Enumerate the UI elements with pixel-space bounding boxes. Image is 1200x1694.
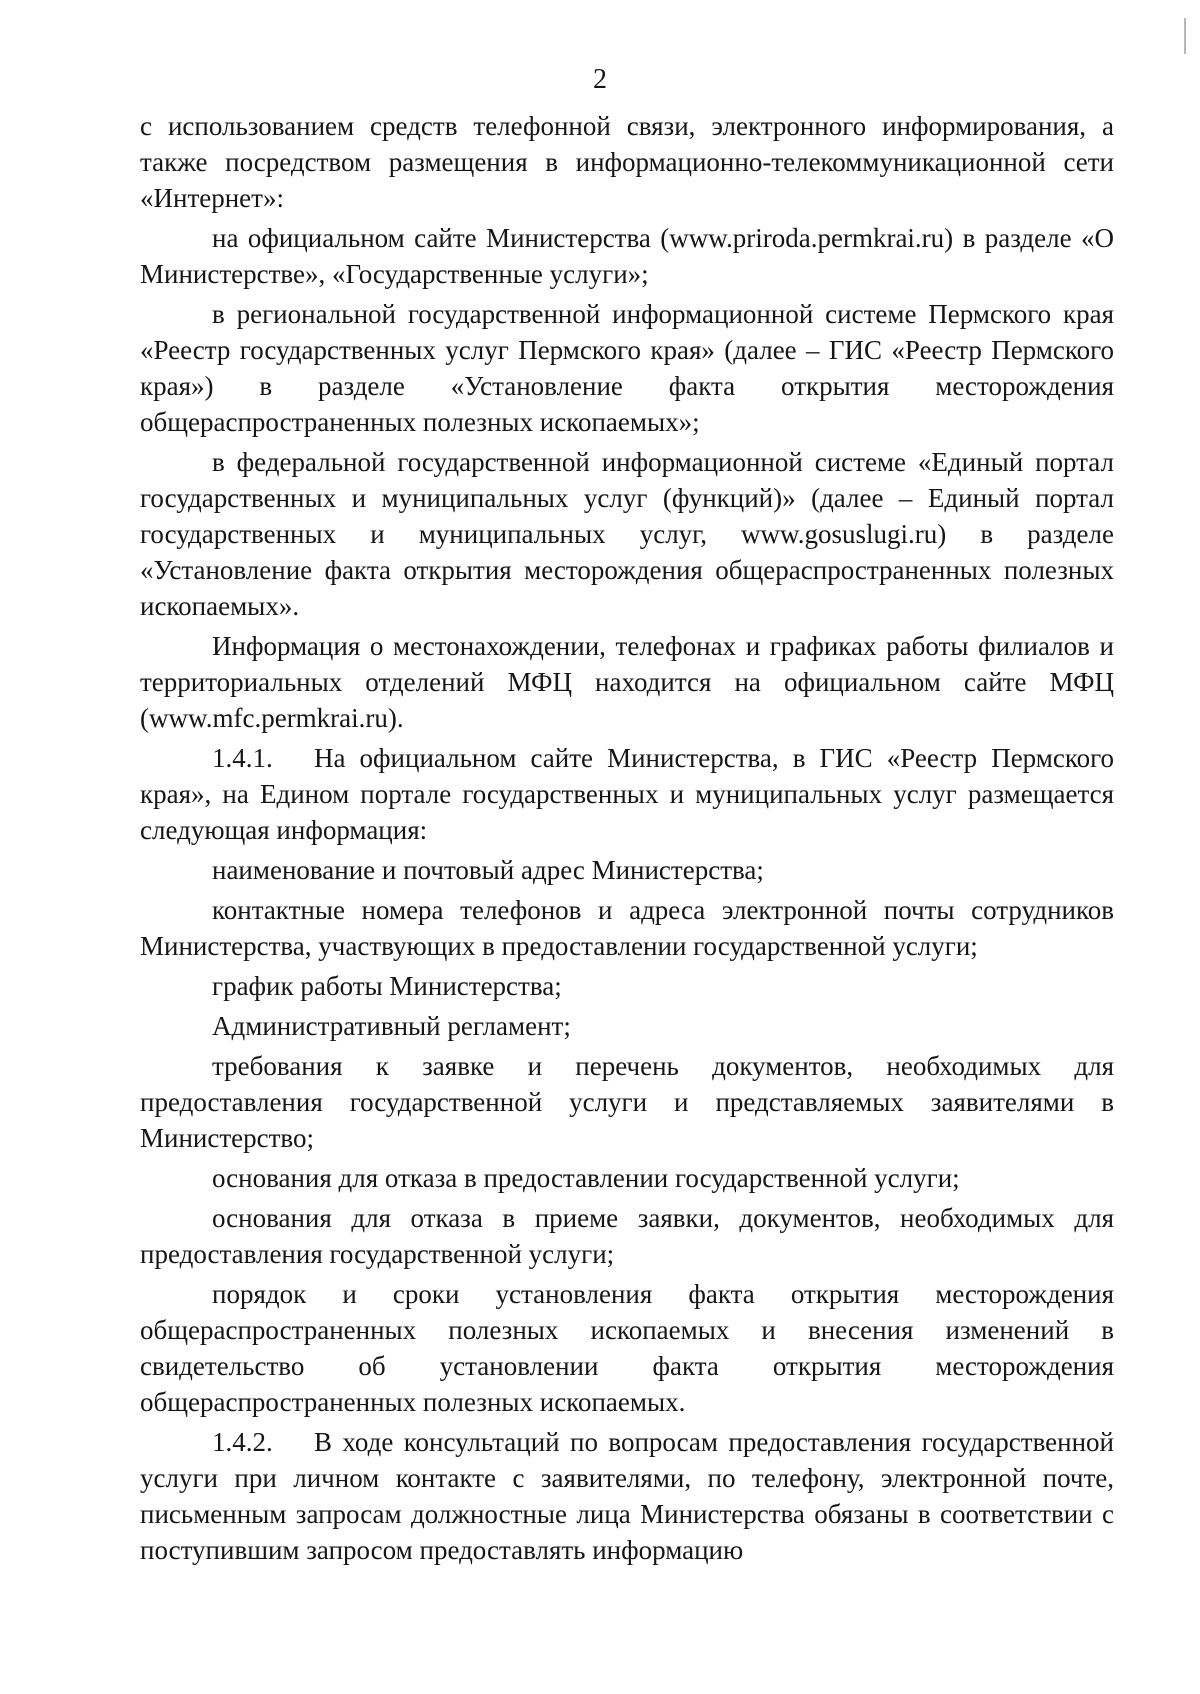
paragraph-intro: [140, 108, 1114, 216]
paragraph-text: график работы Министерства;: [212, 971, 562, 1001]
list-item-schedule: [140, 968, 1114, 1004]
list-item-contacts: [140, 892, 1114, 964]
paragraph-text: требования к заявке и перечень документов, необходимых для предоставления государственной услуги и представляемых заявителями в Министерство;: [140, 1051, 1114, 1153]
list-item-ministry-address: [140, 852, 1114, 888]
list-item-rejection-grounds: [140, 1200, 1114, 1272]
paragraph-ministry-site: [140, 220, 1114, 292]
paragraph-text: основания для отказа в приеме заявки, документов, необходимых для предоставления государственной услуги;: [140, 1203, 1114, 1269]
paragraph-text: На официальном сайте Министерства, в ГИС «Реестр Пермского края», на Едином портале государственных и муниципальных услуг размещается следующая информация:: [140, 743, 1114, 845]
list-item-requirements: [140, 1048, 1114, 1156]
paragraph-mfc-info: [140, 628, 1114, 736]
paragraph-text: порядок и сроки установления факта открытия месторождения общераспространенных полезных ископаемых и внесения изменений в свидетельство об установлении факта открытия месторождения общераспространенных полезных ископаемых.: [140, 1279, 1114, 1417]
paragraph-text: контактные номера телефонов и адреса электронной почты сотрудников Министерства, участвующих в предоставлении государственной услуги;: [140, 895, 1114, 961]
paragraph-federal-portal: [140, 444, 1114, 624]
paragraph-text: Административный регламент;: [212, 1011, 571, 1041]
section-1-4-2: [140, 1424, 1114, 1568]
document-body: [140, 108, 1114, 1572]
section-number: 1.4.1.: [212, 743, 273, 773]
list-item-procedure: [140, 1276, 1114, 1420]
paragraph-text: в федеральной государственной информационной системе «Единый портал государственных и муниципальных услуг (функций)» (далее – Единый портал государственных и муниципальных услуг, www.gosuslugi.ru) в разделе «Установление факта открытия месторождения общераспространенных полезных ископаемых».: [140, 447, 1114, 621]
paragraph-regional-registry: [140, 296, 1114, 440]
paragraph-text: основания для отказа в предоставлении государственной услуги;: [212, 1163, 960, 1193]
list-item-refusal-grounds: [140, 1160, 1114, 1196]
paragraph-text: в региональной государственной информационной системе Пермского края «Реестр государственных услуг Пермского края» (далее – ГИС «Реестр Пермского края») в разделе «Установление факта открытия месторождения общераспространенных полезных ископаемых»;: [140, 299, 1114, 437]
list-item-regulation: [140, 1008, 1114, 1044]
paragraph-text: Информация о местонахождении, телефонах и графиках работы филиалов и территориальных отделений МФЦ находится на официальном сайте МФЦ (www.mfc.permkrai.ru).: [140, 631, 1114, 733]
paragraph-text: на официальном сайте Министерства (www.priroda.permkrai.ru) в разделе «О Министерстве», «Государственные услуги»;: [140, 223, 1114, 289]
section-number: 1.4.2.: [212, 1427, 273, 1457]
section-1-4-1: [140, 740, 1114, 848]
paragraph-text: с использованием средств телефонной связи, электронного информирования, а также посредством размещения в информационно-телекоммуникационной сети «Интернет»:: [140, 111, 1114, 213]
paragraph-text: В ходе консультаций по вопросам предоставления государственной услуги при личном контакте с заявителями, по телефону, электронной почте, письменным запросам должностные лица Министерства обязаны в соответствии с поступившим запросом предоставлять информацию: [140, 1427, 1114, 1565]
paragraph-text: наименование и почтовый адрес Министерства;: [212, 855, 764, 885]
scan-edge-mark: [1184, 18, 1186, 54]
page-number: 2: [593, 64, 607, 95]
